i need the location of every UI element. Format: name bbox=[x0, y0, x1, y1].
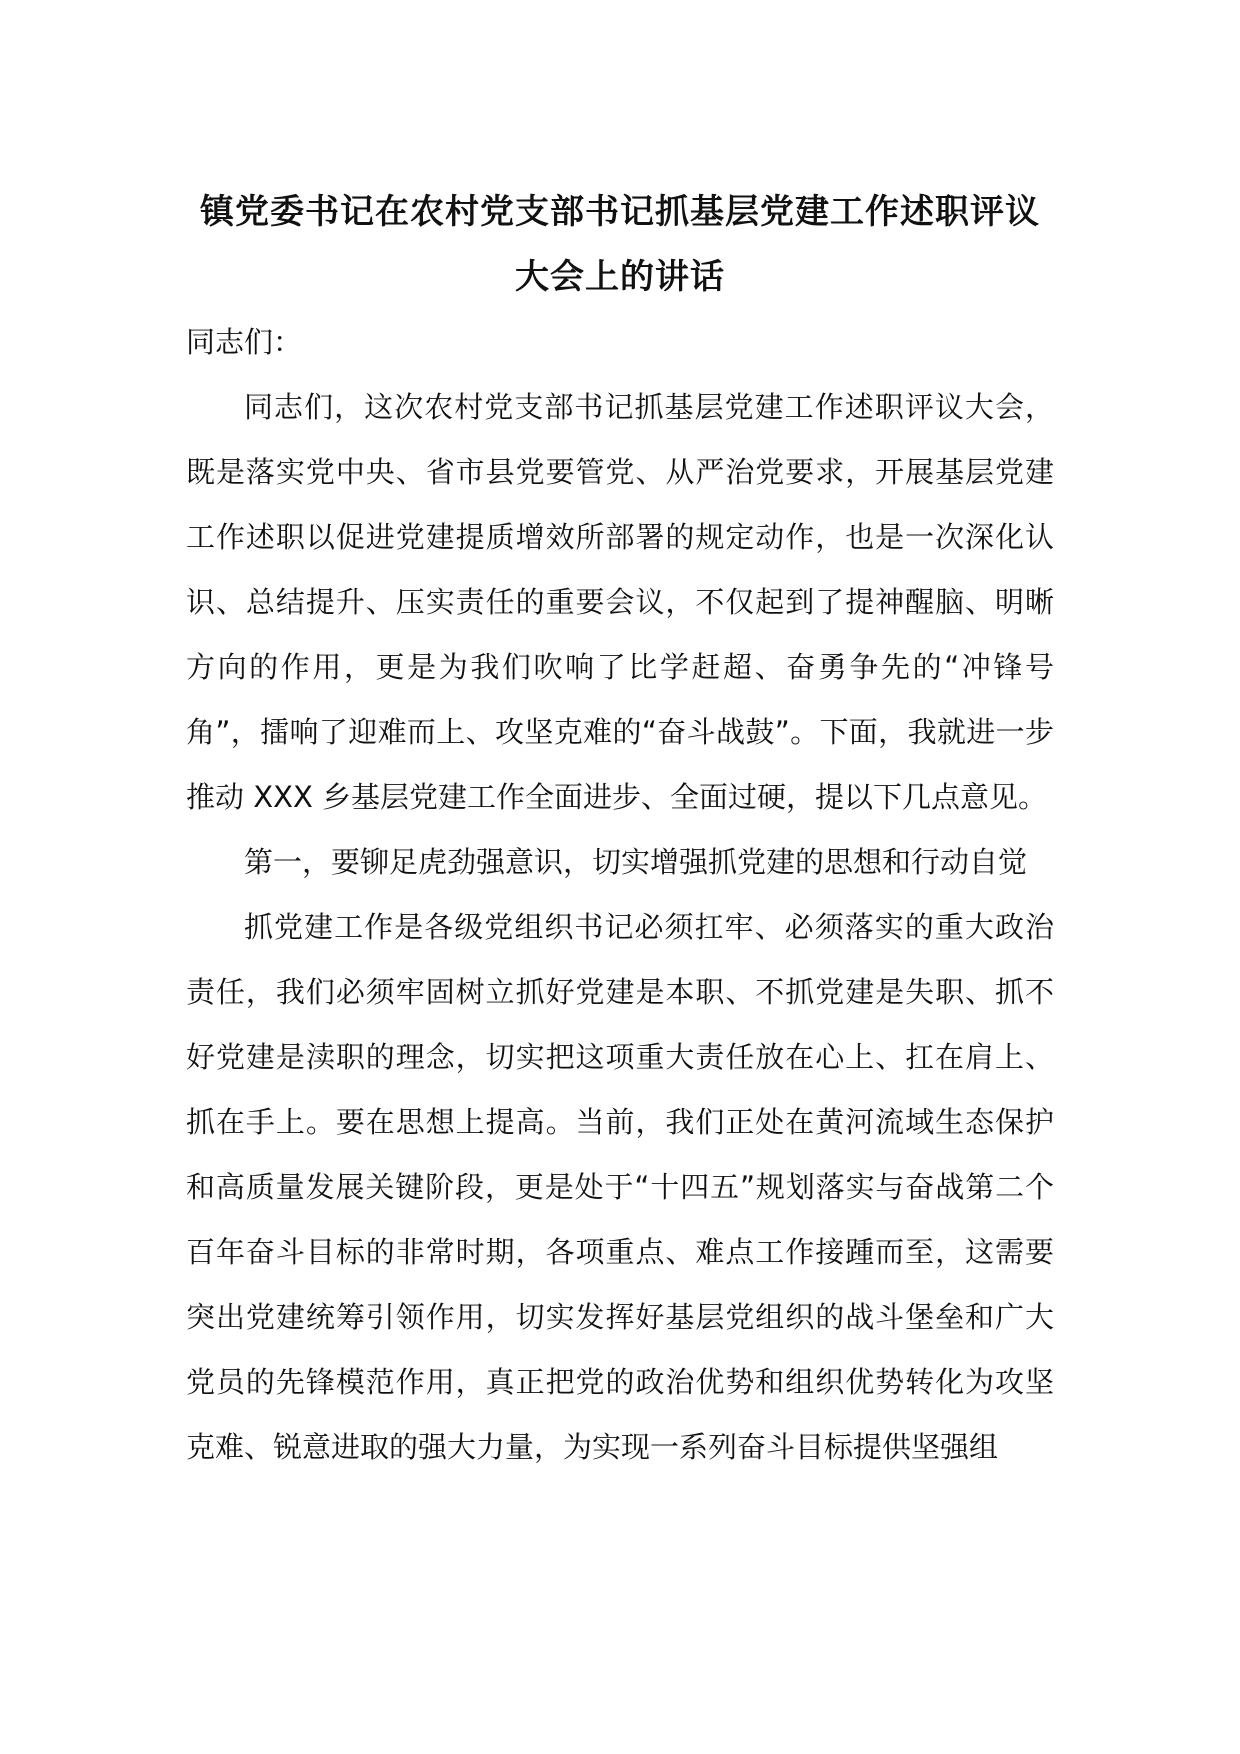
section-heading-first: 第一，要铆足虎劲强意识，切实增强抓党建的思想和行动自觉 bbox=[244, 845, 1028, 879]
salutation: 同志们： bbox=[186, 325, 303, 359]
paragraph-first-section: 抓党建工作是各级党组织书记必须扛牢、必须落实的重大政治责任，我们必须牢固树立抓好党建是本职、不抓党建是失职、抓不好党建是渎职的理念，切实把这项重大责任放在心上、扛在肩上、抓在手上。要在思想上提高。当前，我们正处在黄河流域生态保护和高质量发展关键阶段，更是处于“十四五”规划落实与奋战第二个百年奋斗目标的非常时期，各项重点、难点工作接踵而至，这需要突出党建统筹引领作用，切实发挥好基层党组织的战斗堡垒和广大党员的先锋模范作用，真正把党的政治优势和组织优势转化为攻坚克难、锐意进取的强大力量，为实现一系列奋斗目标提供坚强组 bbox=[186, 910, 1054, 1464]
document-body bbox=[186, 375, 1054, 1480]
document-title: 镇党委书记在农村党支部书记抓基层党建工作述职评议大会上的讲话 bbox=[200, 192, 1040, 297]
paragraph-intro: 同志们，这次农村党支部书记抓基层党建工作述职评议大会，既是落实党中央、省市县党要管党、从严治党要求，开展基层党建工作述职以促进党建提质增效所部署的规定动作，也是一次深化认识、总结提升、压实责任的重要会议，不仅起到了提神醒脑、明晰方向的作用，更是为我们吹响了比学赶超、奋勇争先的“冲锋号角”，擂响了迎难而上、攻坚克难的“奋斗战鼓”。下面，我就进一步推动 XXX 乡基层党建工作全面进步、全面过硬，提以下几点意见。 bbox=[186, 390, 1054, 814]
